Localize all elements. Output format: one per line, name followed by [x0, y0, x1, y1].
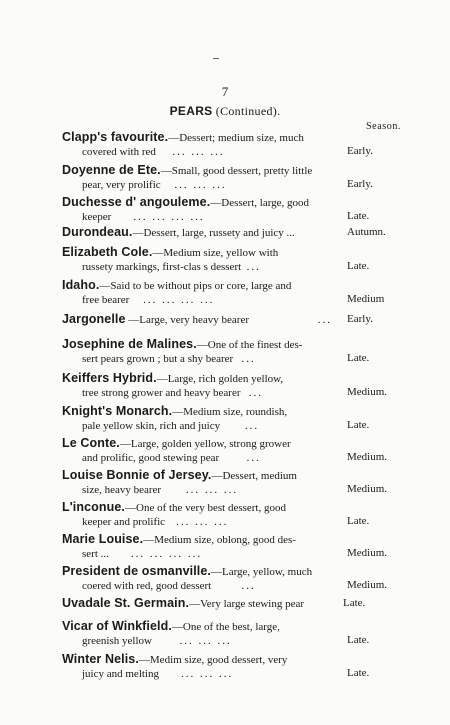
pear-name: Josephine de Malines. [62, 337, 197, 351]
pear-description-cont: covered with red [82, 145, 156, 158]
pear-description-cont: juicy and melting [82, 667, 159, 680]
pear-description-cont: russety markings, first-clas s dessert [82, 260, 242, 273]
dot-leader: ... [248, 386, 264, 399]
pear-entry [62, 469, 412, 497]
pear-entry [62, 501, 412, 529]
pear-description-cont: co​ered with red, good dessert [82, 579, 212, 592]
dot-leader: ... [246, 451, 261, 464]
page-number: 7 [221, 84, 229, 99]
pear-season: Late. [347, 666, 370, 679]
pear-name: Elizabeth Cole. [62, 245, 153, 259]
pear-name: L'inconue. [62, 500, 125, 514]
pear-description-cont: keeper [82, 210, 112, 223]
pear-description: —Medium size, yellow with [152, 247, 279, 259]
pear-name: Jargonelle [62, 312, 126, 326]
pear-name: Duchesse d' angouleme. [62, 195, 211, 209]
pear-name: Idaho. [62, 278, 100, 292]
pear-description: —Said to be without pips or core, large and [99, 280, 292, 292]
pear-name: Doyenne de Ete. [62, 163, 161, 177]
pear-entry [62, 620, 412, 648]
pear-entry [62, 565, 412, 593]
paper-speck [213, 58, 219, 59]
season-column-header: Season. [366, 121, 402, 132]
pear-name: President de osmanville. [62, 564, 211, 578]
pear-description: —Large, very heavy bearer [125, 314, 250, 326]
pear-name: Winter Nelis. [62, 652, 139, 666]
pear-name: Clapp's favourite. [62, 130, 169, 144]
pear-season: Late. [347, 514, 370, 527]
pear-season: Medium. [347, 450, 388, 463]
page-title-continued: (Continued). [215, 104, 281, 118]
pear-season: Medium. [347, 546, 388, 559]
pear-description-cont: greenish yellow [82, 634, 152, 647]
pear-season: Late. [347, 259, 370, 272]
pear-name: Knight's Monarch. [62, 404, 173, 418]
pear-name: Durondeau. [62, 225, 133, 239]
dot-leader: ... [244, 419, 260, 432]
pear-entry [62, 246, 412, 274]
pear-season: Early. [347, 177, 373, 190]
pear-entry [62, 533, 412, 561]
dot-leader: ... [246, 260, 261, 273]
pear-entry [62, 437, 412, 465]
dot-leader: ... ... ... [174, 178, 227, 191]
dot-leader: ... ... ... ... [133, 210, 205, 223]
dot-leader: ... ... ... [172, 145, 225, 158]
pear-description: —One of the best, large, [171, 621, 280, 633]
pear-description-cont: tree strong grower and heavy bearer [82, 386, 241, 399]
pear-entry [62, 597, 412, 612]
pear-description: —Dessert, large, good [210, 197, 310, 209]
pear-entry [62, 131, 412, 159]
pear-description: —Very large stewing pear [189, 598, 305, 610]
pear-description-cont: pear, very prolific [82, 178, 161, 191]
pear-entry [62, 279, 412, 307]
pear-season: Medium. [347, 482, 388, 495]
pear-entry [62, 313, 412, 328]
pear-description-cont: size, heavy bearer [82, 483, 162, 496]
pear-description: —Large, yellow, much [210, 566, 313, 578]
page-title [0, 104, 450, 119]
pear-season: Late. [347, 209, 370, 222]
pear-description: —Small, good dessert, pretty little [160, 165, 313, 177]
pear-description: —Medium size, roundish, [172, 406, 288, 418]
dot-leader: ... [241, 579, 256, 592]
pear-description-cont: and prolific, good stewing pear [82, 451, 220, 464]
dot-leader: ... ... ... [180, 667, 234, 680]
pear-entry [62, 226, 412, 241]
pear-description: —Dessert, medium [211, 470, 297, 482]
pear-season: Late. [347, 351, 370, 364]
pear-name: Le Conte. [62, 436, 120, 450]
pear-description-cont: free bearer [82, 293, 130, 306]
pear-season: Autumn. [347, 226, 386, 238]
pear-description: —Dessert; medium size, much [168, 132, 304, 144]
dot-leader: ... ... ... [179, 634, 232, 647]
pear-description-cont: pale yellow skin, rich and juicy [82, 419, 221, 432]
pear-season: Medium. [347, 385, 388, 398]
pear-name: Marie Louise. [62, 532, 144, 546]
pear-description-cont: sert ... [82, 547, 109, 560]
page-title-heading: PEARS [169, 104, 213, 118]
pear-season: Early. [347, 144, 373, 157]
pear-description: —Dessert, large, russety and juicy ... [132, 227, 295, 239]
pear-description: —One of the finest des- [196, 339, 303, 351]
pear-season: Medium [347, 292, 385, 305]
dot-leader: ... ... ... [185, 483, 239, 496]
dot-leader: ... [241, 352, 256, 365]
pear-season: Late. [347, 418, 370, 431]
pear-name: Vicar of Winkfield. [62, 619, 172, 633]
pear-season: Late. [343, 597, 366, 609]
dot-leader: ... ... ... ... [130, 547, 203, 560]
pear-season: Medium. [347, 578, 388, 591]
pear-description: —One of the very best dessert, good [125, 502, 286, 514]
pear-description: —Large, rich golden yellow, [156, 373, 284, 385]
dot-leader: ... ... ... ... [143, 293, 215, 306]
pear-entry [62, 196, 412, 224]
pear-description-cont: keeper and prolific [82, 515, 166, 528]
pear-entry [62, 164, 412, 192]
pear-season: Late. [347, 633, 370, 646]
dot-leader: ... [317, 314, 333, 326]
pear-name: Louise Bonnie of Jersey. [62, 468, 212, 482]
pear-name: Keiffers Hybrid. [62, 371, 157, 385]
pear-description: —Large, golden yellow, strong grower [119, 438, 291, 450]
pear-entry [62, 338, 412, 366]
pear-name: Uvadale St. Germain. [62, 596, 190, 610]
pear-entry [62, 653, 412, 681]
pear-season: Early. [347, 313, 373, 325]
pear-entry [62, 372, 412, 400]
pear-entry [62, 405, 412, 433]
pear-description: —Medi​m size, good dessert, very [138, 654, 288, 666]
pear-description-cont: sert pears grown ; but a shy bearer [82, 352, 234, 365]
dot-leader: ... ... ... [176, 515, 229, 528]
pear-description: —Medium size, oblong, good des- [143, 534, 296, 546]
